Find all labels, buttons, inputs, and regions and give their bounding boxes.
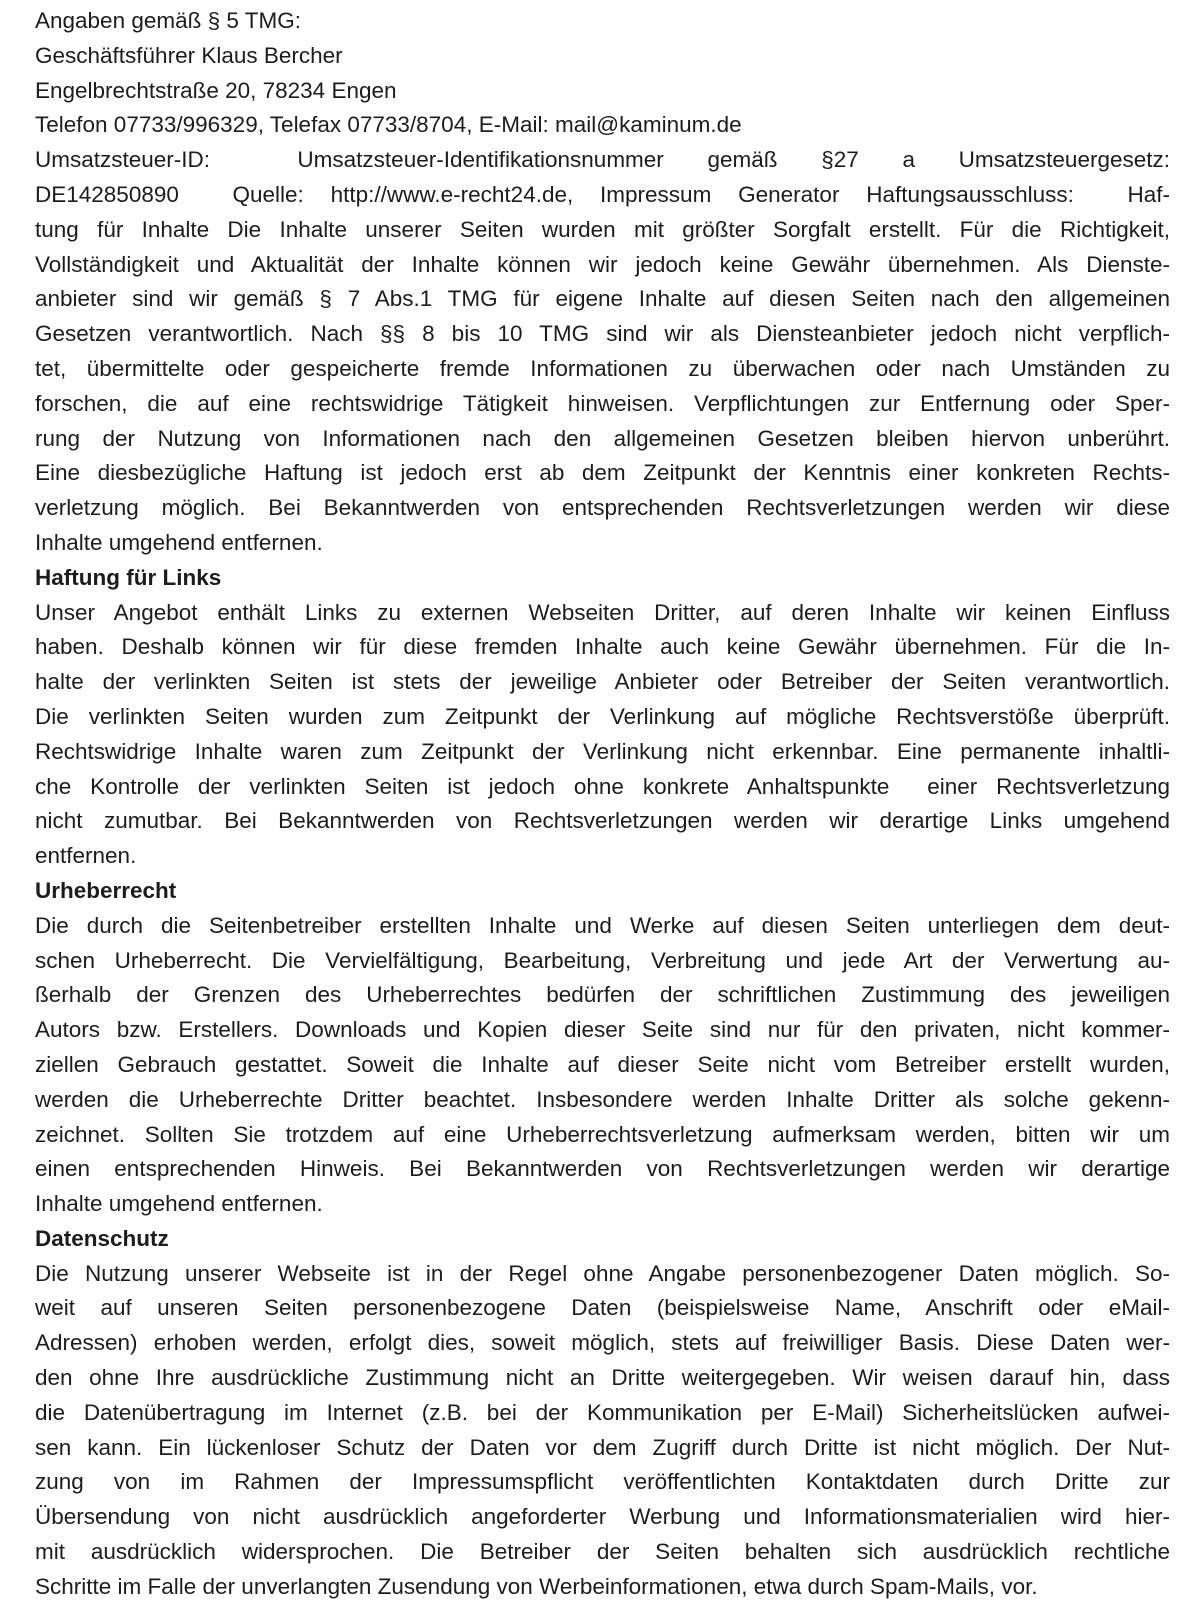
paragraph-line: die Datenübertragung im Internet (z.B. bei der Kommunikation per E-Mail) Sicherheitslücken aufwei- — [35, 1399, 1170, 1425]
section-body — [35, 909, 1170, 1222]
paragraph-line: werden die Urheberrechte Dritter beachtet. Insbesondere werden Inhalte Dritter als solche gekenn- — [35, 1086, 1170, 1112]
manager-line: Geschäftsführer Klaus Bercher — [35, 42, 343, 68]
paragraph-line: Die verlinkten Seiten wurden zum Zeitpunkt der Verlinkung auf mögliche Rechtsverstöße überprüft. — [35, 703, 1170, 729]
section-heading: Datenschutz — [35, 1225, 169, 1251]
paragraph-line: zeichnet. Sollten Sie trotzdem auf eine Urheberrechtsverletzung aufmerksam werden, bitten wir um — [35, 1121, 1170, 1147]
email-link[interactable]: mail@kaminum.de — [554, 112, 742, 138]
paragraph-line: anbieter sind wir gemäß § 7 Abs.1 TMG für eigene Inhalte auf diesen Seiten nach den allgemeinen — [35, 286, 1170, 312]
paragraph-line: entfernen. — [35, 843, 137, 869]
sections-container — [35, 561, 1170, 1605]
section-heading: Urheberrecht — [35, 877, 177, 903]
paragraph-line: ßerhalb der Grenzen des Urheberrechtes bedürfen der schriftlichen Zustimmung des jeweiligen — [35, 982, 1170, 1008]
paragraph-line: Unser Angebot enthält Links zu externen Webseiten Dritter, auf deren Inhalte wir keinen Einfluss — [35, 599, 1170, 625]
paragraph-line: den ohne Ihre ausdrückliche Zustimmung nicht an Dritte weitergegeben. Wir weisen darauf hin, dass — [35, 1365, 1170, 1391]
paragraph-line: Vollständigkeit und Aktualität der Inhalte können wir jedoch keine Gewähr übernehmen. Als Dienste- — [35, 251, 1170, 277]
section — [35, 1222, 1170, 1605]
paragraph-line: Rechtswidrige Inhalte waren zum Zeitpunkt der Verlinkung nicht erkennbar. Eine permanente inhaltli- — [35, 738, 1170, 764]
paragraph-line: Autors bzw. Erstellers. Downloads und Kopien dieser Seite sind nur für den privaten, nicht kommer- — [35, 1017, 1170, 1043]
paragraph-line: mit ausdrücklich widersprochen. Die Betreiber der Seiten behalten sich ausdrücklich rechtliche — [35, 1539, 1170, 1565]
paragraph-line: rung der Nutzung von Informationen nach den allgemeinen Gesetzen bleiben hiervon unberührt. — [35, 425, 1170, 451]
section-heading: Haftung für Links — [35, 564, 222, 590]
paragraph-line: zung von im Rahmen der Impressumspflicht veröffentlichten Kontaktdaten durch Dritte zur — [35, 1469, 1170, 1495]
paragraph-line: Schritte im Falle der unverlangten Zusendung von Werbeinformationen, etwa durch Spam-Mails, vor. — [35, 1573, 1038, 1599]
section-body — [35, 596, 1170, 874]
contact-line — [35, 108, 1170, 143]
paragraph-line: Inhalte umgehend entfernen. — [35, 1191, 323, 1217]
paragraph-line: weit auf unseren Seiten personenbezogene Daten (beispielsweise Name, Anschrift oder eMail- — [35, 1295, 1170, 1321]
paragraph-line: tung für Inhalte Die Inhalte unserer Seiten wurden mit größter Sorgfalt erstellt. Für die Richtigkeit, — [35, 216, 1170, 242]
paragraph-line: einen entsprechenden Hinweis. Bei Bekanntwerden von Rechtsverletzungen werden wir derartige — [35, 1156, 1170, 1182]
impressum-document — [35, 4, 1170, 1605]
paragraph-line: nicht zumutbar. Bei Bekanntwerden von Rechtsverletzungen werden wir derartige Links umgehend — [35, 808, 1170, 834]
paragraph-line: Übersendung von nicht ausdrücklich angeforderter Werbung und Informationsmaterialien wird hier- — [35, 1504, 1170, 1530]
paragraph-line: ziellen Gebrauch gestattet. Soweit die Inhalte auf dieser Seite nicht vom Betreiber erstellt wurden, — [35, 1051, 1170, 1077]
paragraph-line: Umsatzsteuer-ID: Umsatzsteuer-Identifikationsnummer gemäß §27 a Umsatzsteuergesetz: — [35, 147, 1170, 173]
paragraph-line: Adressen) erhoben werden, erfolgt dies, soweit möglich, stets auf freiwilliger Basis. Diese Daten wer- — [35, 1330, 1170, 1356]
paragraph-line: tet, übermittelte oder gespeicherte fremde Informationen zu überwachen oder nach Umständen zu — [35, 355, 1170, 381]
paragraph-line: sen kann. Ein lückenloser Schutz der Daten vor dem Zugriff durch Dritte ist nicht möglich. Der Nut- — [35, 1434, 1170, 1460]
section — [35, 874, 1170, 1222]
paragraph-line: Die durch die Seitenbetreiber erstellten Inhalte und Werke auf diesen Seiten unterliegen dem deut- — [35, 912, 1170, 938]
section — [35, 561, 1170, 874]
impressum-header — [35, 4, 1170, 143]
section-body — [35, 1257, 1170, 1605]
paragraph-line: Gesetzen verantwortlich. Nach §§ 8 bis 10 TMG sind wir als Diensteanbieter jedoch nicht verpflich- — [35, 321, 1170, 347]
disclaimer-paragraph — [35, 143, 1170, 561]
paragraph-line: Inhalte umgehend entfernen. — [35, 529, 323, 555]
paragraph-line: haben. Deshalb können wir für diese fremden Inhalte auch keine Gewähr übernehmen. Für die In- — [35, 634, 1170, 660]
paragraph-line: Eine diesbezügliche Haftung ist jedoch erst ab dem Zeitpunkt der Kenntnis einer konkreten Rechts- — [35, 460, 1170, 486]
tmg-intro-line: Angaben gemäß § 5 TMG: — [35, 8, 301, 33]
address-line: Engelbrechtstraße 20, 78234 Engen — [35, 77, 397, 103]
contact-prefix: Telefon 07733/996329, Telefax 07733/8704, E-Mail: — [35, 112, 555, 138]
paragraph-line: DE142850890 Quelle: http://www.e-recht24.de, Impressum Generator Haftungsausschluss: Haf- — [35, 181, 1170, 207]
paragraph-line: schen Urheberrecht. Die Vervielfältigung, Bearbeitung, Verbreitung und jede Art der Verwertung au- — [35, 947, 1170, 973]
paragraph-line: verletzung möglich. Bei Bekanntwerden von entsprechenden Rechtsverletzungen werden wir diese — [35, 495, 1170, 521]
paragraph-line: che Kontrolle der verlinkten Seiten ist jedoch ohne konkrete Anhaltspunkte einer Rechtsverletzung — [35, 773, 1170, 799]
paragraph-line: Die Nutzung unserer Webseite ist in der Regel ohne Angabe personenbezogener Daten möglich. So- — [35, 1260, 1170, 1286]
paragraph-line: halte der verlinkten Seiten ist stets der jeweilige Anbieter oder Betreiber der Seiten verantwortlich. — [35, 669, 1170, 695]
paragraph-line: forschen, die auf eine rechtswidrige Tätigkeit hinweisen. Verpflichtungen zur Entfernung oder Sper- — [35, 390, 1170, 416]
